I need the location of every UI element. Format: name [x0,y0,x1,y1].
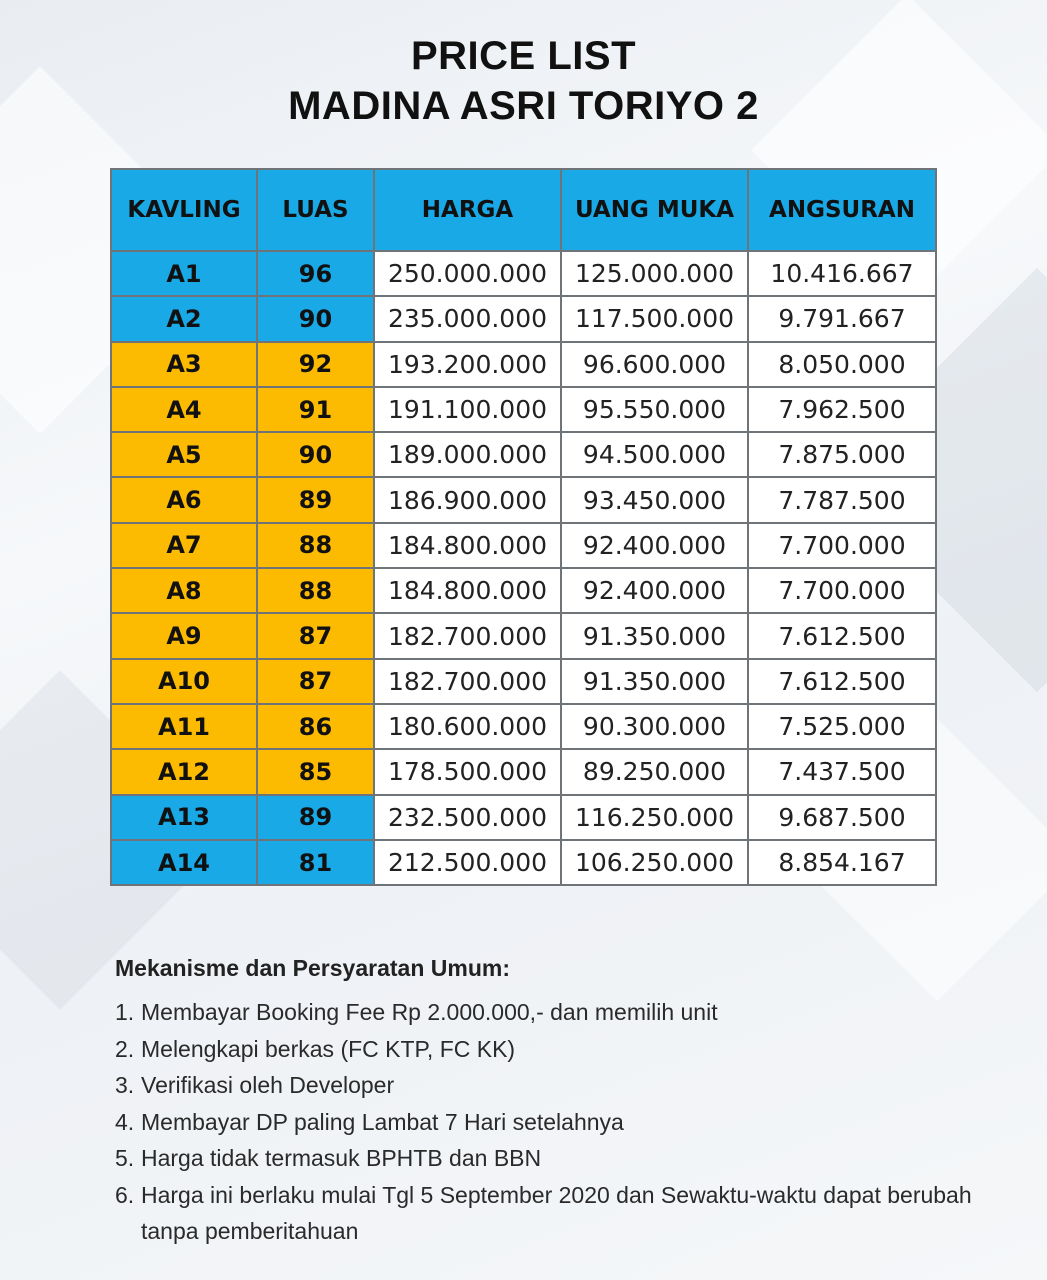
cell-angsuran: 9.687.500 [748,795,936,840]
cell-luas: 92 [257,342,374,387]
cell-luas: 87 [257,659,374,704]
header-angsuran: ANGSURAN [748,169,936,251]
cell-uang-muka: 106.250.000 [561,840,748,885]
cell-harga: 191.100.000 [374,387,561,432]
cell-luas: 90 [257,296,374,341]
terms-item-number: 1. [115,999,135,1025]
header-kavling: KAVLING [111,169,257,251]
cell-kavling: A14 [111,840,257,885]
terms-section [115,955,995,1250]
table-row [111,432,936,477]
terms-item-number: 5. [115,1145,135,1171]
cell-angsuran: 10.416.667 [748,251,936,296]
table-row [111,568,936,613]
cell-uang-muka: 93.450.000 [561,477,748,522]
cell-luas: 96 [257,251,374,296]
table-row [111,840,936,885]
cell-kavling: A4 [111,387,257,432]
cell-uang-muka: 90.300.000 [561,704,748,749]
cell-harga: 182.700.000 [374,613,561,658]
cell-kavling: A7 [111,523,257,568]
cell-angsuran: 7.437.500 [748,749,936,794]
cell-angsuran: 7.612.500 [748,613,936,658]
cell-harga: 184.800.000 [374,568,561,613]
table-row [111,523,936,568]
cell-luas: 88 [257,523,374,568]
table-row [111,749,936,794]
terms-item-text: Melengkapi berkas (FC KTP, FC KK) [141,1035,516,1062]
cell-harga: 180.600.000 [374,704,561,749]
terms-heading: Mekanisme dan Persyaratan Umum: [115,955,510,981]
cell-harga: 212.500.000 [374,840,561,885]
cell-kavling: A11 [111,704,257,749]
page-title: PRICE LIST [410,34,637,78]
header-luas: LUAS [257,169,374,251]
cell-luas: 81 [257,840,374,885]
cell-kavling: A1 [111,251,257,296]
cell-angsuran: 7.700.000 [748,568,936,613]
cell-kavling: A6 [111,477,257,522]
price-table [110,168,937,886]
terms-item [115,1067,995,1104]
cell-uang-muka: 117.500.000 [561,296,748,341]
terms-item-number: 4. [115,1108,135,1135]
cell-harga: 250.000.000 [374,251,561,296]
cell-uang-muka: 95.550.000 [561,387,748,432]
cell-harga: 193.200.000 [374,342,561,387]
cell-kavling: A13 [111,795,257,840]
table-row [111,296,936,341]
cell-angsuran: 7.700.000 [748,523,936,568]
header-harga: HARGA [374,169,561,251]
table-row [111,342,936,387]
cell-kavling: A5 [111,432,257,477]
cell-uang-muka: 96.600.000 [561,342,748,387]
cell-uang-muka: 125.000.000 [561,251,748,296]
table-row [111,387,936,432]
table-row [111,613,936,658]
cell-luas: 89 [257,477,374,522]
terms-item-number: 6. [115,1181,135,1208]
cell-angsuran: 7.612.500 [748,659,936,704]
cell-angsuran: 9.791.667 [748,296,936,341]
page-subtitle: MADINA ASRI TORIYO 2 [288,84,759,128]
cell-angsuran: 8.854.167 [748,840,936,885]
cell-kavling: A9 [111,613,257,658]
cell-uang-muka: 116.250.000 [561,795,748,840]
cell-uang-muka: 91.350.000 [561,659,748,704]
cell-luas: 87 [257,613,374,658]
terms-item-text: Verifikasi oleh Developer [141,1072,395,1098]
terms-item-text: Harga tidak termasuk BPHTB dan BBN [141,1145,542,1171]
cell-luas: 85 [257,749,374,794]
cell-harga: 189.000.000 [374,432,561,477]
cell-harga: 232.500.000 [374,795,561,840]
cell-uang-muka: 92.400.000 [561,523,748,568]
cell-harga: 184.800.000 [374,523,561,568]
terms-item [115,1140,995,1177]
table-row [111,704,936,749]
cell-angsuran: 7.962.500 [748,387,936,432]
terms-item [115,1104,995,1141]
table-body [111,251,936,885]
cell-luas: 89 [257,795,374,840]
cell-luas: 91 [257,387,374,432]
cell-kavling: A3 [111,342,257,387]
terms-item-text: Membayar DP paling Lambat 7 Hari setelahnya [141,1108,624,1135]
table-row [111,659,936,704]
cell-luas: 90 [257,432,374,477]
cell-angsuran: 7.875.000 [748,432,936,477]
terms-item-number: 3. [115,1072,135,1098]
cell-kavling: A8 [111,568,257,613]
table-header-row [111,169,936,251]
table-row [111,477,936,522]
cell-harga: 186.900.000 [374,477,561,522]
cell-harga: 235.000.000 [374,296,561,341]
header-uang-muka: UANG MUKA [561,169,748,251]
cell-angsuran: 7.787.500 [748,477,936,522]
cell-luas: 86 [257,704,374,749]
cell-uang-muka: 92.400.000 [561,568,748,613]
cell-uang-muka: 94.500.000 [561,432,748,477]
cell-luas: 88 [257,568,374,613]
cell-kavling: A10 [111,659,257,704]
terms-item-text: Harga ini berlaku mulai Tgl 5 September 2020 dan Sewaktu-waktu dapat berubah tanpa pemberitahuan [141,1181,972,1244]
terms-item-text: Membayar Booking Fee Rp 2.000.000,- dan memilih unit [141,999,718,1025]
cell-harga: 178.500.000 [374,749,561,794]
cell-harga: 182.700.000 [374,659,561,704]
cell-kavling: A12 [111,749,257,794]
terms-item-number: 2. [115,1035,135,1062]
terms-item [115,994,995,1031]
cell-uang-muka: 91.350.000 [561,613,748,658]
table-row [111,795,936,840]
table-row [111,251,936,296]
cell-angsuran: 7.525.000 [748,704,936,749]
terms-item [115,1177,995,1250]
cell-kavling: A2 [111,296,257,341]
cell-angsuran: 8.050.000 [748,342,936,387]
cell-uang-muka: 89.250.000 [561,749,748,794]
terms-item [115,1031,995,1068]
